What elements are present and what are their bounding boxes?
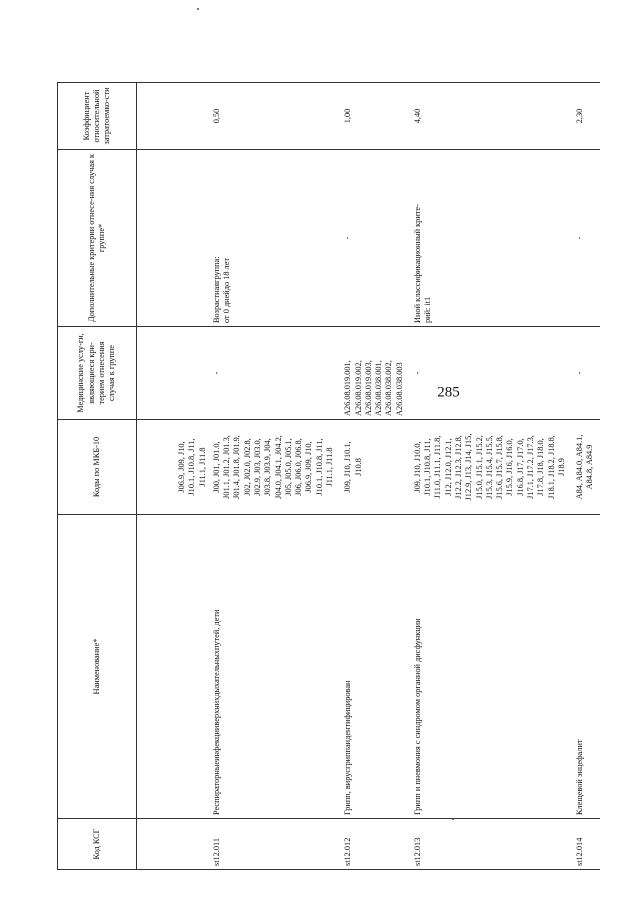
row-coefficient: 4,40	[407, 83, 569, 150]
page-number: 285	[437, 384, 460, 401]
row-services	[407, 327, 569, 420]
row-criteria	[407, 150, 569, 327]
table-row	[407, 83, 569, 870]
header-name: Наименование*	[58, 515, 137, 819]
ksg-table	[57, 82, 600, 870]
header-icd: Коды по МКБ-10	[58, 420, 137, 515]
icd-line: J06, J06.0, J06.8,	[294, 438, 304, 496]
row-coefficient: 2,30	[569, 83, 600, 150]
row-icd	[407, 420, 569, 515]
row-criteria	[337, 150, 407, 327]
table-row	[569, 83, 600, 870]
scan-speck	[197, 8, 199, 10]
row-icd	[569, 420, 600, 515]
icd-line: J03.8, J03.9, J04,	[263, 438, 273, 496]
icd-line: J11.0, J11.1, J11.8,	[433, 435, 443, 499]
icd-line: J16.8, J17, J17.0,	[515, 438, 525, 496]
icd-line: J09, J10, J10.0,	[412, 441, 422, 493]
row-code: st12.011	[210, 819, 337, 870]
row-name: Клещевой энцефалит	[569, 515, 600, 819]
services-line: A26.08.038.001,	[374, 360, 384, 416]
row-name: Респираторныеинфекцииверхнихдыхательныхпутей, дети	[210, 515, 337, 819]
rotated-page-content	[57, 30, 595, 870]
icd-line: J17.8, J18, J18.0,	[536, 438, 546, 496]
services-line: A26.08.038.003	[394, 362, 404, 416]
row-code: st12.012	[337, 819, 407, 870]
services-line: -	[575, 371, 585, 375]
row-icd	[210, 420, 337, 515]
icd-line: J15.6, J15.7, J15.8,	[495, 435, 505, 499]
services-line: -	[211, 371, 221, 375]
services-line: A26.08.019.001,	[343, 360, 353, 416]
icd-line: A84.8, A84.9	[585, 444, 595, 490]
criteria-line: Возрастнаягруппа:	[211, 256, 221, 323]
criteria-line: -	[343, 236, 353, 240]
services-line: -	[412, 371, 422, 375]
icd-line: J15.0, J15.1, J15.2,	[474, 435, 484, 499]
icd-line: J10.1, J10.8, J11,	[187, 438, 197, 496]
icd-line: J12.9, J13, J14, J15,	[464, 433, 474, 501]
icd-line: J15.9, J16, J16.0,	[505, 438, 515, 496]
row-name: Грипп, вирусгриппаидентифицирован	[337, 515, 407, 819]
header-code: Код КСГ	[58, 819, 137, 870]
header-services: Медицинские услу-ги, являющиеся кри-терием отнесения случая к группе	[58, 327, 137, 420]
header-criteria: Дополнительные критерии отнесе-ния случая к группе*	[58, 150, 137, 327]
icd-line: J18.9	[556, 458, 566, 476]
criteria-line: рий: it1	[423, 296, 433, 323]
row-name: Грипп и пневмония с синдромом органной дисфункции	[407, 515, 569, 819]
services-line: A26.08.019.003,	[363, 360, 373, 416]
table-row	[337, 83, 407, 870]
row-coefficient: 1,00	[337, 83, 407, 150]
icd-line: J12.2, J12.3, J12.8,	[454, 435, 464, 499]
row-services	[210, 327, 337, 420]
row-coefficient: 0,50	[210, 83, 337, 150]
services-line: A26.08.038.002,	[384, 360, 394, 416]
row-criteria	[210, 150, 337, 327]
icd-line: J12, J12.0, J12.1,	[443, 438, 453, 496]
services-line: A26.08.019.002,	[353, 360, 363, 416]
icd-line: J10.8	[353, 458, 363, 476]
icd-line: J06.9, J09, J10,	[304, 441, 314, 493]
icd-line: J15.3, J15.4, J15.5,	[484, 435, 494, 499]
row-services	[569, 327, 600, 420]
icd-line: J01.4, J01.8, J01.9,	[232, 435, 242, 499]
icd-line: J02, J02.0, J02.8,	[242, 438, 252, 496]
icd-line: A84, A84.0, A84.1,	[575, 434, 585, 500]
criteria-line: -	[575, 236, 585, 240]
table-row	[210, 83, 337, 870]
icd-line: J06.9, J09, J10,	[177, 441, 186, 493]
icd-line: J01.1, J01.2, J01.3,	[222, 435, 232, 499]
icd-line: J09, J10, J10.1,	[343, 441, 353, 493]
icd-line: J18.1, J18.2, J18.8,	[546, 435, 556, 499]
icd-line: J11.1, J11.8	[324, 447, 334, 487]
icd-line: J11.1, J11.8	[197, 447, 207, 487]
continuation-icd-cell	[137, 420, 210, 515]
row-code: st12.013	[407, 819, 569, 870]
icd-line: J04.0, J04.1, J04.2,	[273, 435, 283, 499]
row-code: st12.014	[569, 819, 600, 870]
icd-line: J02.9, J03, J03.0,	[252, 438, 262, 496]
icd-line: J17.1, J17.2, J17.3,	[526, 435, 535, 499]
table-header-row	[58, 83, 137, 870]
icd-line: J00, J01, J01.0,	[211, 441, 221, 493]
icd-line: J10.1, J10.8, J11,	[314, 438, 324, 496]
header-coefficient: Коэффициент относительной затратоемко-сти	[58, 83, 137, 150]
icd-line: J05, J05.0, J05.1,	[283, 438, 293, 496]
row-criteria	[569, 150, 600, 327]
icd-line: J10.1, J10.8, J11,	[423, 438, 433, 496]
table-row-continuation	[137, 83, 210, 870]
criteria-line: Иной классификационный крите-	[412, 204, 422, 323]
row-icd	[337, 420, 407, 515]
row-services	[337, 327, 407, 420]
criteria-line: от 0 днейдо 18 лет	[222, 257, 232, 323]
